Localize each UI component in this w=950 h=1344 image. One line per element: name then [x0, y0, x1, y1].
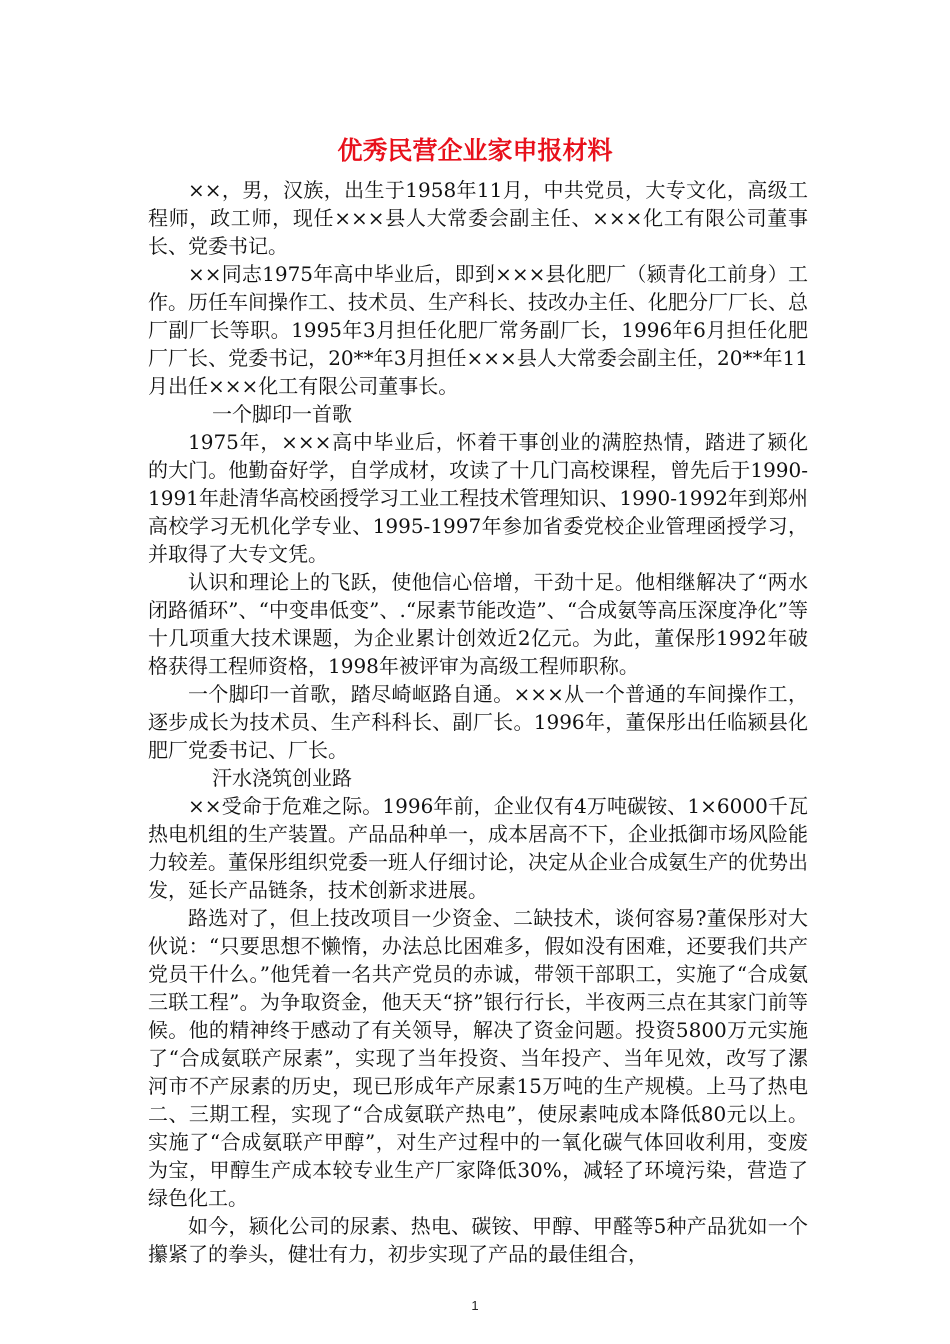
page-number: 1: [471, 1298, 479, 1313]
document-title: 优秀民营企业家申报材料: [337, 136, 613, 165]
section-heading-sweat: 汗水浇筑创业路: [212, 766, 352, 790]
paragraph-technical: 认识和理论上的飞跃，使他信心倍增，干劲十足。他相继解决了“两水闭路循环”、“中变串低变”、.“尿素节能改造”、“合成氨等高压深度净化”等十几项重大技术课题，为企业累计创效近2亿元。为此，董保彤1992年破格获得工程师资格，1998年被评审为高级工程师职称。: [148, 570, 808, 678]
paragraph-study: 1975年，×××高中毕业后，怀着干事创业的满腔热情，踏进了颍化的大门。他勤奋好学，自学成材，攻读了十几门高校课程，曾先后于1990-1991年赴清华高校函授学习工业工程技术管理知识、1990-1992年到郑州高校学习无机化学专业、1995-1997年参加省委党校企业管理函授学习，并取得了大专文凭。: [148, 430, 808, 566]
paragraph-growth: 一个脚印一首歌，踏尽崎岖路自通。×××从一个普通的车间操作工，逐步成长为技术员、生产科科长、副厂长。1996年，董保彤出任临颍县化肥厂党委书记、厂长。: [148, 682, 808, 762]
paragraph-crisis: ××受命于危难之际。1996年前，企业仅有4万吨碳铵、1×6000千瓦热电机组的生产装置。产品品种单一，成本居高不下，企业抵御市场风险能力较差。董保彤组织党委一班人仔细讨论，决定从企业合成氨生产的优势出发，延长产品链条，技术创新求进展。: [148, 794, 808, 902]
paragraph-projects: 路选对了，但上技改项目一少资金、二缺技术，谈何容易?董保彤对大伙说：“只要思想不懒惰，办法总比困难多，假如没有困难，还要我们共产党员干什么。”他凭着一名共产党员的赤诚，带领干部职工，实施了“合成氨三联工程”。为争取资金，他天天“挤”银行行长，半夜两三点在其家门前等候。他的精神终于感动了有关领导，解决了资金问题。投资5800万元实施了“合成氨联产尿素”，实现了当年投资、当年投产、当年见效，改写了漯河市不产尿素的历史，现已形成年产尿素15万吨的生产规模。上马了热电二、三期工程，实现了“合成氨联产热电”，使尿素吨成本降低80元以上。实施了“合成氨联产甲醇”，对生产过程中的一氧化碳气体回收利用，变废为宝，甲醇生产成本较专业生产厂家降低30%，减轻了环境污染，营造了绿色化工。: [148, 906, 808, 1210]
section-heading-footprint: 一个脚印一首歌: [212, 402, 352, 426]
paragraph-products: 如今，颍化公司的尿素、热电、碳铵、甲醇、甲醛等5种产品犹如一个攥紧了的拳头，健壮有力，初步实现了产品的最佳组合，: [148, 1214, 808, 1266]
paragraph-intro: ××，男，汉族，出生于1958年11月，中共党员，大专文化，高级工程师，政工师，现任×××县人大常委会副主任、×××化工有限公司董事长、党委书记。: [148, 178, 808, 258]
paragraph-career: ××同志1975年高中毕业后，即到×××县化肥厂（颍青化工前身）工作。历任车间操作工、技术员、生产科长、技改办主任、化肥分厂厂长、总厂副厂长等职。1995年3月担任化肥厂常务副厂长，1996年6月担任化肥厂厂长、党委书记，20**年3月担任×××县人大常委会副主任，20**年11月出任×××化工有限公司董事长。: [148, 262, 808, 398]
document-body: [148, 176, 808, 1268]
